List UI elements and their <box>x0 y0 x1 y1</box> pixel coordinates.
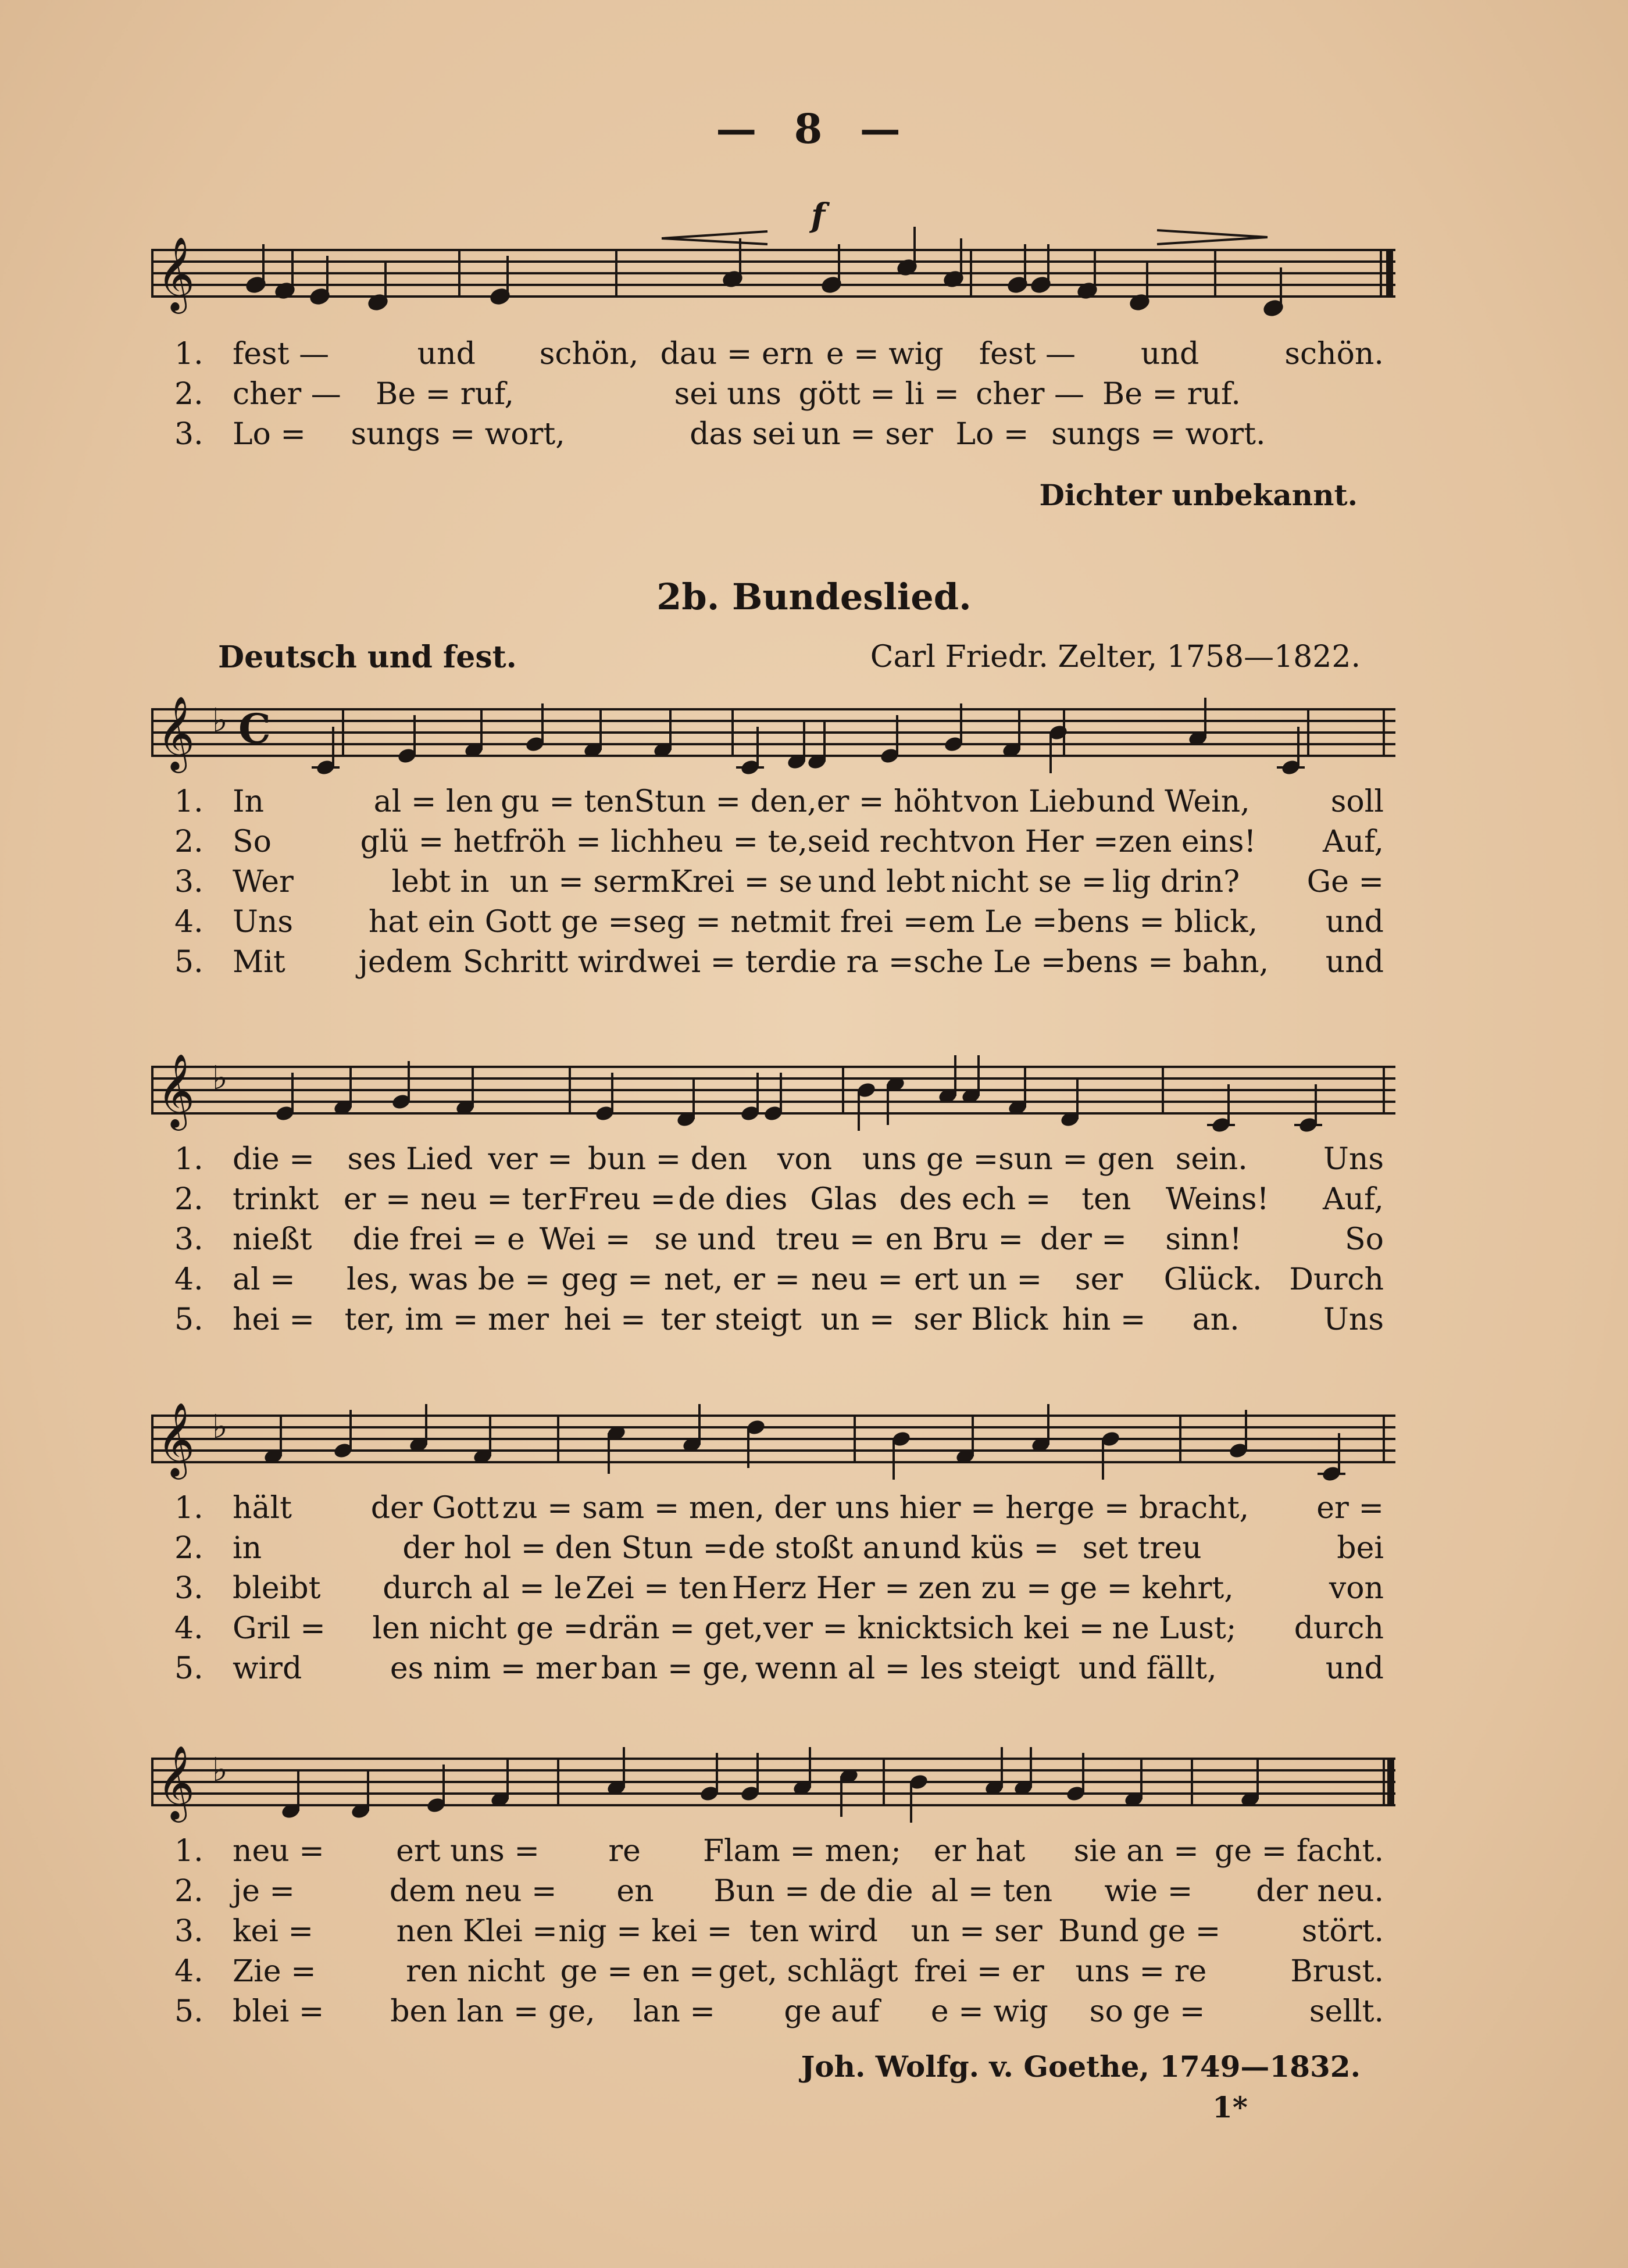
lyric-syllable: wenn al = <box>755 1651 911 1686</box>
lyric-syllable: und Wein, <box>1097 784 1250 819</box>
lyric-syllable: und <box>1325 905 1384 940</box>
lyric-syllable: se und <box>654 1222 756 1257</box>
lyric-syllable: e = wig <box>826 337 944 372</box>
lyric-syllable: bens = blick, <box>1057 905 1258 940</box>
lyric-syllable: ben lan = ge, <box>390 1994 595 2029</box>
lyric-syllable: al = <box>233 1262 295 1297</box>
system-3-verses <box>174 1488 1384 1689</box>
lyric-syllable: ge auf <box>784 1994 880 2029</box>
verse-line <box>174 1528 1384 1569</box>
lyric-syllable: ter, im = mer <box>344 1302 549 1337</box>
treble-clef-icon: 𝄞 <box>157 1053 195 1127</box>
song-a-author: Dichter unbekannt. <box>1039 478 1358 512</box>
lyric-syllable: Flam = men; <box>702 1834 901 1869</box>
lyric-syllable: Uns <box>233 905 293 940</box>
common-time-icon: C <box>238 705 271 753</box>
lyric-syllable: al = len <box>373 784 493 819</box>
lyric-syllable: Wer <box>233 865 294 899</box>
lyric-syllable: sun = gen <box>998 1142 1155 1177</box>
verse-number: 3. <box>174 865 204 899</box>
lyric-syllable: der hol = <box>402 1531 547 1566</box>
lyric-syllable: frei = er <box>913 1954 1044 1989</box>
lyric-syllable: drän = get, <box>588 1611 763 1646</box>
lyric-syllable: lebt in <box>391 865 490 899</box>
lyric-syllable: nen Klei = <box>396 1914 558 1949</box>
lyric-syllable: Freu = <box>567 1182 676 1217</box>
lyric-syllable: hat ein <box>368 905 475 940</box>
lyric-syllable: neu = <box>811 1262 903 1297</box>
lyric-syllable: bun = den <box>587 1142 748 1177</box>
lyric-syllable: dem neu = <box>389 1874 557 1909</box>
system-1-verses <box>174 782 1384 983</box>
lyric-syllable: des ech = <box>899 1182 1051 1217</box>
lyric-syllable: ert un = <box>913 1262 1043 1297</box>
lyric-syllable: zen zu = <box>918 1571 1052 1606</box>
lyric-syllable: ban = ge, <box>601 1651 749 1686</box>
lyric-syllable: sungs = wort, <box>351 417 565 452</box>
verse-line <box>174 942 1384 983</box>
lyric-syllable: Gril = <box>233 1611 326 1646</box>
lyric-syllable: bens = bahn, <box>1066 945 1269 980</box>
verse-line <box>174 862 1384 902</box>
system-2-staff <box>151 1026 1395 1148</box>
lyric-syllable: Uns <box>1323 1142 1384 1177</box>
verse-number: 4. <box>174 1954 204 1989</box>
lyric-syllable: uns ge = <box>862 1142 999 1177</box>
lyric-syllable: von <box>1329 1571 1384 1606</box>
verse-line <box>174 1831 1384 1871</box>
page-number: — 8 — <box>716 105 912 153</box>
lyric-syllable: durch <box>1294 1611 1384 1646</box>
lyric-syllable: sich kei = <box>952 1611 1105 1646</box>
lyric-syllable: sie an = <box>1073 1834 1199 1869</box>
lyric-syllable: er = <box>1316 1491 1384 1526</box>
lyric-syllable: durch al = le <box>383 1571 582 1606</box>
lyric-syllable: seid recht <box>807 824 961 859</box>
tempo-marking: Deutsch und fest. <box>218 640 517 675</box>
verse-number: 2. <box>174 377 204 412</box>
lyric-syllable: er = höht <box>816 784 963 819</box>
verse-line <box>174 1569 1384 1609</box>
lyric-syllable: ver = knickt <box>763 1611 952 1646</box>
lyric-syllable: un = <box>820 1302 895 1337</box>
lyric-syllable: und <box>1141 337 1199 372</box>
lyric-syllable: zu = sam = men, <box>502 1491 765 1526</box>
lyric-syllable: cher — <box>976 377 1084 412</box>
lyric-syllable: glü = het <box>360 824 503 859</box>
lyric-syllable: Zie = <box>233 1954 316 1989</box>
lyric-syllable: dau = ern <box>660 337 814 372</box>
lyric-syllable: en Bru = <box>885 1222 1024 1257</box>
lyric-syllable: Uns <box>1323 1302 1384 1337</box>
verse-number: 5. <box>174 945 204 980</box>
lyric-syllable: und <box>417 337 476 372</box>
verse-line <box>174 782 1384 822</box>
lyric-syllable: So <box>1345 1222 1384 1257</box>
lyric-syllable: ter steigt <box>661 1302 802 1337</box>
lyric-syllable: er = neu = ter <box>343 1182 567 1217</box>
system-2-verses <box>174 1140 1384 1340</box>
lyric-syllable: ser Blick <box>913 1302 1048 1337</box>
verse-line <box>174 1649 1384 1689</box>
lyric-syllable: get, schlägt <box>718 1954 898 1989</box>
lyric-syllable: les steigt <box>920 1651 1060 1686</box>
lyric-syllable: hin = <box>1062 1302 1146 1337</box>
lyric-syllable: mit frei = <box>780 905 929 940</box>
lyric-syllable: Be = ruf, <box>376 377 514 412</box>
svg-text:𝄞: 𝄞 <box>157 236 195 310</box>
lyric-syllable: Wei = <box>539 1222 631 1257</box>
verse-line <box>174 1871 1384 1912</box>
lyric-syllable: uns = re <box>1075 1954 1207 1989</box>
lyric-syllable: schön. <box>1284 337 1384 372</box>
lyric-syllable: un = ser <box>911 1914 1043 1949</box>
lyric-syllable: nig = kei = <box>558 1914 733 1949</box>
flat-key-icon: ♭ <box>212 702 228 740</box>
verse-number: 2. <box>174 824 204 859</box>
lyric-syllable: Brust. <box>1290 1954 1384 1989</box>
verse-number: 3. <box>174 1914 204 1949</box>
lyric-syllable: gött = li = <box>798 377 959 412</box>
lyric-syllable: un = serm <box>509 865 670 899</box>
lyric-syllable: ses Lied <box>347 1142 473 1177</box>
lyric-syllable: len nicht ge = <box>372 1611 589 1646</box>
verse-line <box>174 1140 1384 1180</box>
lyric-syllable: sei uns <box>674 377 781 412</box>
lyric-syllable: al = ten <box>930 1874 1053 1909</box>
verse-line <box>174 902 1384 942</box>
lyric-syllable: Mit <box>233 945 285 980</box>
lyric-syllable: soll <box>1330 784 1384 819</box>
verse-line <box>174 334 1384 374</box>
lyric-syllable: hei = <box>233 1302 315 1337</box>
lyric-syllable: fest — <box>233 337 330 372</box>
lyric-syllable: bleibt <box>233 1571 321 1606</box>
svg-text:f: f <box>811 197 826 235</box>
lyric-syllable: von <box>777 1142 833 1177</box>
verse-number: 5. <box>174 1302 204 1337</box>
lyric-syllable: das sei <box>690 417 795 452</box>
lyric-syllable: Ge = <box>1306 865 1384 899</box>
lyric-syllable: die = <box>233 1142 315 1177</box>
verse-number: 5. <box>174 1994 204 2029</box>
verse-line <box>174 415 1384 455</box>
verse-number: 4. <box>174 1262 204 1297</box>
lyric-syllable: sinn! <box>1165 1222 1242 1257</box>
lyric-syllable: hei = <box>563 1302 646 1337</box>
lyric-syllable: nicht se = <box>951 865 1107 899</box>
treble-clef-icon: 𝄞 <box>157 1745 195 1819</box>
lyric-syllable: Durch <box>1289 1262 1384 1297</box>
lyric-syllable: wird <box>233 1651 302 1686</box>
verse-line <box>174 1912 1384 1952</box>
lyric-syllable: ge = facht. <box>1215 1834 1384 1869</box>
lyric-syllable: sche Le = <box>913 945 1066 980</box>
lyric-syllable: ge = en = <box>560 1954 715 1989</box>
lyric-syllable: geg = <box>561 1262 653 1297</box>
lyric-syllable: les, was be = <box>346 1262 551 1297</box>
lyric-syllable: und lebt <box>818 865 945 899</box>
lyric-syllable: net, er = <box>664 1262 800 1297</box>
lyric-syllable: Herz Her = <box>731 1571 910 1606</box>
lyric-syllable: ver = <box>488 1142 573 1177</box>
treble-clef-icon: 𝄞 <box>157 1402 195 1476</box>
lyric-syllable: Krei = se <box>669 865 813 899</box>
lyric-syllable: cher — <box>233 377 341 412</box>
lyric-syllable: die ra = <box>790 945 914 980</box>
lyric-syllable: ert uns = <box>396 1834 540 1869</box>
lyric-syllable: set treu <box>1082 1531 1202 1566</box>
lyric-syllable: In <box>233 784 265 819</box>
lyric-syllable: so ge = <box>1089 1994 1205 2029</box>
lyric-syllable: sein. <box>1175 1142 1248 1177</box>
lyric-syllable: und <box>1325 945 1384 980</box>
verse-number: 4. <box>174 1611 204 1646</box>
verse-line <box>174 1952 1384 1992</box>
verse-line <box>174 1300 1384 1340</box>
verse-number: 1. <box>174 1142 204 1177</box>
verse-number: 5. <box>174 1651 204 1686</box>
lyric-syllable: wie = <box>1104 1874 1193 1909</box>
system-4-staff <box>151 1718 1395 1840</box>
lyric-syllable: Gott ge = <box>484 905 634 940</box>
lyric-syllable: Zei = ten <box>585 1571 729 1606</box>
lyric-syllable: Stun = den, <box>634 784 817 819</box>
lyric-syllable: ten wird <box>749 1914 878 1949</box>
flat-key-icon: ♭ <box>212 1059 228 1097</box>
verse-number: 3. <box>174 1571 204 1606</box>
verse-line <box>174 1609 1384 1649</box>
lyric-syllable: Glas <box>810 1182 878 1217</box>
verse-number: 1. <box>174 337 204 372</box>
lyric-syllable: Be = ruf. <box>1102 377 1241 412</box>
lyric-syllable: in <box>233 1531 262 1566</box>
lyric-syllable: un = ser <box>801 417 933 452</box>
lyric-syllable: So <box>233 824 272 859</box>
lyric-syllable: lan = <box>633 1994 715 2029</box>
song-a-staff <box>151 197 1395 326</box>
lyric-syllable: gu = ten <box>501 784 634 819</box>
lyric-syllable: ge = kehrt, <box>1060 1571 1234 1606</box>
lyric-syllable: er hat <box>933 1834 1026 1869</box>
composer-credit: Carl Friedr. Zelter, 1758—1822. <box>870 640 1361 674</box>
lyric-syllable: Auf, <box>1322 1182 1384 1217</box>
lyric-syllable: und <box>1325 1651 1384 1686</box>
signature-mark: 1* <box>1212 2090 1248 2124</box>
lyric-syllable: neu = <box>233 1834 324 1869</box>
verse-number: 1. <box>174 784 204 819</box>
song-title: 2b. Bundeslied. <box>656 576 972 618</box>
verse-number: 1. <box>174 1491 204 1526</box>
treble-clef-icon: 𝄞 <box>157 695 195 770</box>
lyric-syllable: je = <box>233 1874 295 1909</box>
lyric-syllable: kei = <box>233 1914 314 1949</box>
lyric-syllable: stört. <box>1301 1914 1384 1949</box>
verse-number: 2. <box>174 1531 204 1566</box>
verse-line <box>174 822 1384 862</box>
lyric-syllable: fröh = lich <box>502 824 667 859</box>
lyric-syllable: Lo = <box>233 417 306 452</box>
verse-number: 2. <box>174 1182 204 1217</box>
system-1-staff <box>151 669 1395 791</box>
lyric-syllable: de stoßt an <box>728 1531 901 1566</box>
lyric-syllable: Schritt wird <box>462 945 648 980</box>
lyric-syllable: em Le = <box>928 905 1058 940</box>
lyric-syllable: die frei = e <box>352 1222 525 1257</box>
lyric-syllable: der uns <box>774 1491 890 1526</box>
lyric-syllable: treu = <box>776 1222 875 1257</box>
verse-line <box>174 374 1384 415</box>
lyric-syllable: nießt <box>233 1222 312 1257</box>
verse-number: 4. <box>174 905 204 940</box>
lyric-syllable: seg = net <box>633 905 780 940</box>
lyric-syllable: ser <box>1074 1262 1123 1297</box>
lyric-syllable: Bund ge = <box>1058 1914 1221 1949</box>
lyric-syllable: Auf, <box>1323 824 1384 859</box>
lyric-syllable: sungs = wort. <box>1051 417 1266 452</box>
lyric-syllable: sellt. <box>1309 1994 1384 2029</box>
song-b-author: Joh. Wolfg. v. Goethe, 1749—1832. <box>801 2049 1361 2084</box>
verse-line <box>174 1488 1384 1528</box>
lyric-syllable: der = <box>1040 1222 1127 1257</box>
flat-key-icon: ♭ <box>212 1751 228 1789</box>
lyric-syllable: Bun = de die <box>713 1874 913 1909</box>
song-a-verses <box>174 334 1384 455</box>
lyric-syllable: re <box>608 1834 641 1869</box>
lyric-syllable: Glück. <box>1163 1262 1262 1297</box>
system-4-verses <box>174 1831 1384 2032</box>
lyric-syllable: von Her = <box>960 824 1119 859</box>
lyric-syllable: en <box>616 1874 654 1909</box>
lyric-syllable: den Stun = <box>555 1531 729 1566</box>
lyric-syllable: ge = bracht, <box>1057 1491 1249 1526</box>
lyric-syllable: an. <box>1192 1302 1240 1337</box>
lyric-syllable: e = wig <box>930 1994 1048 2029</box>
lyric-syllable: trinkt <box>233 1182 319 1217</box>
lyric-syllable: heu = te, <box>666 824 808 859</box>
verse-line <box>174 1180 1384 1220</box>
lyric-syllable: de dies <box>678 1182 788 1217</box>
flat-key-icon: ♭ <box>212 1408 228 1446</box>
lyric-syllable: zen eins! <box>1118 824 1256 859</box>
lyric-syllable: lig drin? <box>1112 865 1240 899</box>
lyric-syllable: schön, <box>539 337 639 372</box>
lyric-syllable: Lo = <box>955 417 1029 452</box>
verse-number: 1. <box>174 1834 204 1869</box>
lyric-syllable: ren nicht <box>406 1954 545 1989</box>
system-3-staff <box>151 1375 1395 1497</box>
lyric-syllable: hält <box>233 1491 292 1526</box>
lyric-syllable: von Lieb <box>964 784 1096 819</box>
lyric-syllable: der Gott <box>370 1491 499 1526</box>
verse-number: 2. <box>174 1874 204 1909</box>
lyric-syllable: und küs = <box>902 1531 1059 1566</box>
lyric-syllable: ten <box>1081 1182 1131 1217</box>
verse-line <box>174 1260 1384 1300</box>
lyric-syllable: es nim = mer <box>390 1651 597 1686</box>
verse-line <box>174 1992 1384 2032</box>
lyric-syllable: bei <box>1337 1531 1384 1566</box>
verse-line <box>174 1220 1384 1260</box>
lyric-syllable: der neu. <box>1256 1874 1384 1909</box>
lyric-syllable: fest — <box>979 337 1076 372</box>
lyric-syllable: hier = her <box>899 1491 1058 1526</box>
verse-number: 3. <box>174 417 204 452</box>
lyric-syllable: wei = ter <box>647 945 790 980</box>
lyric-syllable: blei = <box>233 1994 324 2029</box>
lyric-syllable: ne Lust; <box>1112 1611 1237 1646</box>
lyric-syllable: jedem <box>358 945 452 980</box>
verse-number: 3. <box>174 1222 204 1257</box>
lyric-syllable: und fällt, <box>1078 1651 1217 1686</box>
lyric-syllable: Weins! <box>1165 1182 1269 1217</box>
